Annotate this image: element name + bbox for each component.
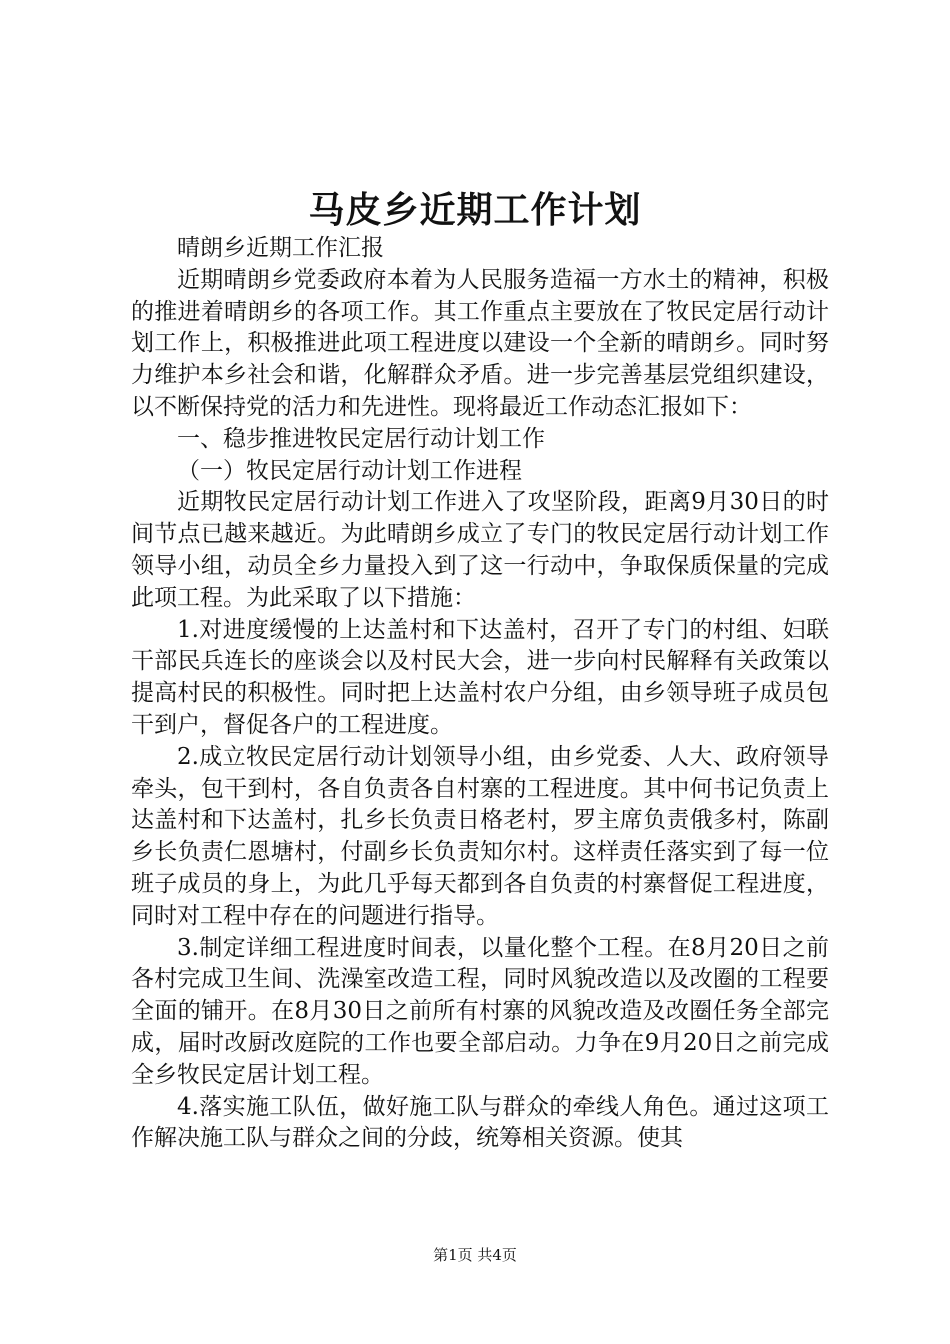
- subsection-heading: （一）牧民定居行动计划工作进程: [177, 457, 522, 484]
- paragraph-intro: 近期晴朗乡党委政府本着为人民服务造福一方水土的精神，积极的推进着晴朗乡的各项工作。其工作重点主要放在了牧民定居行动计划工作上，积极推进此项工程进度以建设一个全新的晴朗乡。同时努力维护本乡社会和谐，化解群众矛盾。进一步完善基层党组织建设，以不断保持党的活力和先进性。现将最近工作动态汇报如下：: [131, 266, 829, 420]
- paragraph-measure-4: 4.落实施工队伍，做好施工队与群众的牵线人角色。通过这项工作解决施工队与群众之间的分歧，统筹相关资源。使其: [131, 1093, 829, 1152]
- paragraph-progress: 近期牧民定居行动计划工作进入了攻坚阶段，距离9月30日的时间节点已越来越近。为此晴朗乡成立了专门的牧民定居行动计划工作领导小组，动员全乡力量投入到了这一行动中，争取保质保量的完成此项工程。为此采取了以下措施：: [131, 489, 829, 611]
- paragraph-subtitle: 晴朗乡近期工作汇报: [177, 235, 384, 261]
- document-title: 马皮乡近期工作计划: [308, 189, 642, 231]
- section-heading: 一、稳步推进牧民定居行动计划工作: [177, 425, 545, 452]
- document-body: [131, 233, 829, 1155]
- paragraph-measure-1: 1.对进度缓慢的上达盖村和下达盖村，召开了专门的村组、妇联干部民兵连长的座谈会以及村民大会，进一步向村民解释有关政策以提高村民的积极性。同时把上达盖村农户分组，由乡领导班子成员包干到户，督促各户的工程进度。: [131, 616, 829, 738]
- paragraph-measure-3: 3.制定详细工程进度时间表，以量化整个工程。在8月20日之前各村完成卫生间、洗澡室改造工程，同时风貌改造以及改圈的工程要全面的铺开。在8月30日之前所有村寨的风貌改造及改圈任务全部完成，届时改厨改庭院的工作也要全部启动。力争在9月20日之前完成全乡牧民定居计划工程。: [131, 934, 829, 1088]
- paragraph-measure-2: 2.成立牧民定居行动计划领导小组，由乡党委、人大、政府领导牵头，包干到村，各自负责各自村寨的工程进度。其中何书记负责上达盖村和下达盖村，扎乡长负责日格老村，罗主席负责俄多村，陈副乡长负责仁恩塘村，付副乡长负责知尔村。这样责任落实到了每一位班子成员的身上，为此几乎每天都到各自负责的村寨督促工程进度，同时对工程中存在的问题进行指导。: [131, 743, 829, 929]
- page-footer: 第1页 共4页: [433, 1246, 517, 1264]
